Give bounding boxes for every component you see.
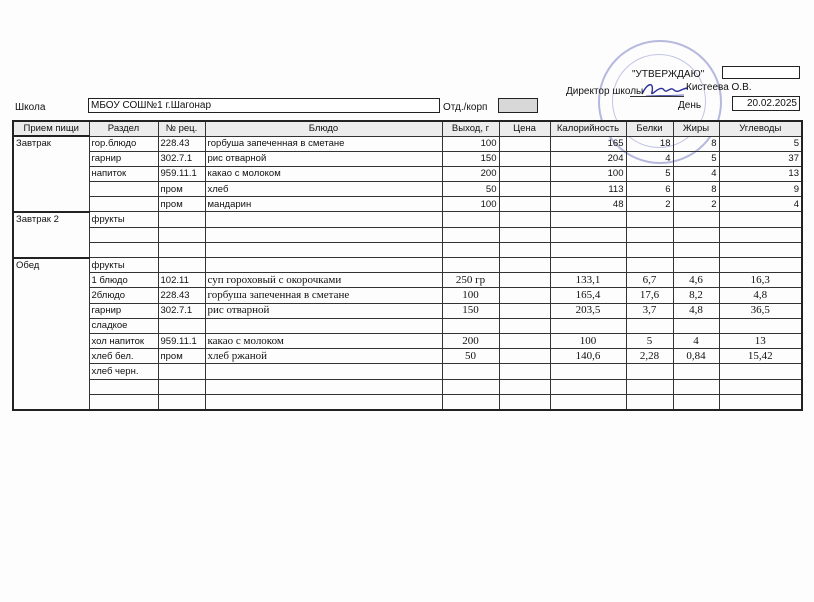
- carbs-cell: [719, 394, 802, 410]
- table-row: [13, 197, 802, 212]
- protein-cell: [626, 227, 673, 242]
- protein-cell: [626, 394, 673, 410]
- section-cell: гарнир: [89, 303, 158, 318]
- protein-cell: 17,6: [626, 288, 673, 303]
- yield-cell: [442, 318, 499, 333]
- fat-cell: 8: [673, 182, 719, 197]
- calories-cell: 113: [550, 182, 626, 197]
- fat-cell: 4,6: [673, 273, 719, 288]
- recipe-cell: [158, 379, 205, 394]
- carbs-cell: [719, 227, 802, 242]
- dish-cell: какао с молоком: [205, 166, 442, 181]
- recipe-cell: 302.7.1: [158, 303, 205, 318]
- yield-cell: [442, 227, 499, 242]
- meal-cell: [13, 197, 89, 212]
- price-cell: [499, 394, 550, 410]
- carbs-cell: 36,5: [719, 303, 802, 318]
- section-cell: [89, 379, 158, 394]
- table-row: [13, 394, 802, 410]
- yield-cell: 50: [442, 182, 499, 197]
- fat-cell: 5: [673, 151, 719, 166]
- dish-cell: [205, 394, 442, 410]
- fat-cell: 4: [673, 166, 719, 181]
- section-cell: хол напиток: [89, 333, 158, 348]
- price-cell: [499, 166, 550, 181]
- fat-cell: [673, 258, 719, 273]
- price-cell: [499, 258, 550, 273]
- fat-cell: 8: [673, 136, 719, 151]
- meal-cell: [13, 379, 89, 394]
- fat-cell: [673, 364, 719, 379]
- col-header-dish: Блюдо: [205, 121, 442, 136]
- meal-cell: Завтрак 2: [13, 212, 89, 227]
- col-header-section: Раздел: [89, 121, 158, 136]
- dept-field: [498, 98, 538, 113]
- section-cell: [89, 394, 158, 410]
- protein-cell: [626, 212, 673, 227]
- calories-cell: [550, 364, 626, 379]
- recipe-cell: [158, 242, 205, 257]
- col-header-meal: Прием пищи: [13, 121, 89, 136]
- dish-cell: [205, 364, 442, 379]
- yield-cell: [442, 242, 499, 257]
- dish-cell: [205, 227, 442, 242]
- fat-cell: [673, 394, 719, 410]
- section-cell: фрукты: [89, 212, 158, 227]
- table-header-row: [13, 121, 802, 136]
- section-cell: фрукты: [89, 258, 158, 273]
- table-row: [13, 212, 802, 227]
- yield-cell: [442, 364, 499, 379]
- recipe-cell: [158, 318, 205, 333]
- table-row: [13, 227, 802, 242]
- meal-cell: [13, 364, 89, 379]
- dish-cell: [205, 242, 442, 257]
- section-cell: [89, 242, 158, 257]
- carbs-cell: 13: [719, 166, 802, 181]
- fat-cell: [673, 318, 719, 333]
- col-header-price: Цена: [499, 121, 550, 136]
- carbs-cell: 15,42: [719, 349, 802, 364]
- section-cell: сладкое: [89, 318, 158, 333]
- price-cell: [499, 318, 550, 333]
- calories-cell: [550, 379, 626, 394]
- yield-cell: 100: [442, 197, 499, 212]
- meal-cell: Завтрак: [13, 136, 89, 151]
- table-row: [13, 288, 802, 303]
- protein-cell: [626, 318, 673, 333]
- section-cell: 1 блюдо: [89, 273, 158, 288]
- meal-cell: [13, 333, 89, 348]
- yield-cell: 150: [442, 151, 499, 166]
- dish-cell: горбуша запеченная в сметане: [205, 288, 442, 303]
- fat-cell: 8,2: [673, 288, 719, 303]
- recipe-cell: [158, 212, 205, 227]
- recipe-cell: [158, 258, 205, 273]
- fat-cell: [673, 242, 719, 257]
- protein-cell: 18: [626, 136, 673, 151]
- meal-cell: [13, 166, 89, 181]
- dish-cell: рис отварной: [205, 303, 442, 318]
- price-cell: [499, 197, 550, 212]
- dish-cell: какао с молоком: [205, 333, 442, 348]
- dish-cell: [205, 258, 442, 273]
- fat-cell: 0,84: [673, 349, 719, 364]
- carbs-cell: [719, 318, 802, 333]
- dish-cell: [205, 212, 442, 227]
- col-header-yield: Выход, г: [442, 121, 499, 136]
- fat-cell: [673, 212, 719, 227]
- table-row: [13, 166, 802, 181]
- approve-blank-box: [722, 66, 800, 79]
- price-cell: [499, 227, 550, 242]
- section-cell: [89, 182, 158, 197]
- carbs-cell: 37: [719, 151, 802, 166]
- protein-cell: [626, 258, 673, 273]
- dish-cell: [205, 379, 442, 394]
- calories-cell: [550, 318, 626, 333]
- protein-cell: 2: [626, 197, 673, 212]
- carbs-cell: 4,8: [719, 288, 802, 303]
- carbs-cell: [719, 242, 802, 257]
- meal-cell: [13, 151, 89, 166]
- recipe-cell: 959.11.1: [158, 166, 205, 181]
- calories-cell: 204: [550, 151, 626, 166]
- calories-cell: 100: [550, 166, 626, 181]
- col-header-recipe: № рец.: [158, 121, 205, 136]
- col-header-carbs: Углеводы: [719, 121, 802, 136]
- price-cell: [499, 273, 550, 288]
- meal-cell: [13, 349, 89, 364]
- date-field: 20.02.2025: [732, 96, 800, 111]
- protein-cell: 2,28: [626, 349, 673, 364]
- yield-cell: 250 гр: [442, 273, 499, 288]
- table-row: [13, 349, 802, 364]
- protein-cell: [626, 242, 673, 257]
- meal-cell: [13, 288, 89, 303]
- section-cell: хлеб бел.: [89, 349, 158, 364]
- dish-cell: горбуша запеченная в сметане: [205, 136, 442, 151]
- carbs-cell: 4: [719, 197, 802, 212]
- yield-cell: [442, 379, 499, 394]
- section-cell: гарнир: [89, 151, 158, 166]
- price-cell: [499, 182, 550, 197]
- col-header-protein: Белки: [626, 121, 673, 136]
- calories-cell: 48: [550, 197, 626, 212]
- dish-cell: рис отварной: [205, 151, 442, 166]
- recipe-cell: [158, 394, 205, 410]
- meal-cell: [13, 394, 89, 410]
- section-cell: [89, 197, 158, 212]
- recipe-cell: 228.43: [158, 288, 205, 303]
- protein-cell: 3,7: [626, 303, 673, 318]
- dish-cell: хлеб ржаной: [205, 349, 442, 364]
- table-row: [13, 333, 802, 348]
- recipe-cell: пром: [158, 349, 205, 364]
- yield-cell: 150: [442, 303, 499, 318]
- price-cell: [499, 136, 550, 151]
- fat-cell: [673, 227, 719, 242]
- fat-cell: [673, 379, 719, 394]
- yield-cell: [442, 258, 499, 273]
- protein-cell: 4: [626, 151, 673, 166]
- yield-cell: [442, 394, 499, 410]
- table-row: [13, 364, 802, 379]
- price-cell: [499, 364, 550, 379]
- meal-cell: [13, 318, 89, 333]
- price-cell: [499, 151, 550, 166]
- table-row: [13, 182, 802, 197]
- price-cell: [499, 333, 550, 348]
- calories-cell: 203,5: [550, 303, 626, 318]
- meal-cell: [13, 182, 89, 197]
- carbs-cell: 16,3: [719, 273, 802, 288]
- menu-table: [12, 120, 803, 411]
- calories-cell: 133,1: [550, 273, 626, 288]
- protein-cell: 5: [626, 333, 673, 348]
- price-cell: [499, 303, 550, 318]
- price-cell: [499, 349, 550, 364]
- table-row: [13, 242, 802, 257]
- recipe-cell: пром: [158, 197, 205, 212]
- recipe-cell: 959.11.1: [158, 333, 205, 348]
- dish-cell: [205, 318, 442, 333]
- recipe-cell: 228.43: [158, 136, 205, 151]
- protein-cell: [626, 379, 673, 394]
- dish-cell: мандарин: [205, 197, 442, 212]
- school-label: Школа: [15, 102, 46, 113]
- recipe-cell: пром: [158, 182, 205, 197]
- dish-cell: суп гороховый с окорочками: [205, 273, 442, 288]
- signature-line: [630, 96, 684, 97]
- section-cell: хлеб черн.: [89, 364, 158, 379]
- yield-cell: 200: [442, 166, 499, 181]
- calories-cell: 165: [550, 136, 626, 151]
- fat-cell: 2: [673, 197, 719, 212]
- dish-cell: хлеб: [205, 182, 442, 197]
- protein-cell: 5: [626, 166, 673, 181]
- calories-cell: 165,4: [550, 288, 626, 303]
- recipe-cell: [158, 227, 205, 242]
- calories-cell: [550, 227, 626, 242]
- yield-cell: 50: [442, 349, 499, 364]
- calories-cell: [550, 394, 626, 410]
- price-cell: [499, 242, 550, 257]
- calories-cell: [550, 242, 626, 257]
- carbs-cell: [719, 258, 802, 273]
- table-row: [13, 258, 802, 273]
- col-header-calories: Калорийность: [550, 121, 626, 136]
- section-cell: гор.блюдо: [89, 136, 158, 151]
- meal-cell: Обед: [13, 258, 89, 273]
- recipe-cell: 102.11: [158, 273, 205, 288]
- yield-cell: [442, 212, 499, 227]
- recipe-cell: 302.7.1: [158, 151, 205, 166]
- dept-label: Отд./корп: [443, 102, 488, 113]
- table-row: [13, 273, 802, 288]
- table-row: [13, 379, 802, 394]
- carbs-cell: [719, 379, 802, 394]
- price-cell: [499, 288, 550, 303]
- approve-label: "УТВЕРЖДАЮ": [632, 69, 705, 80]
- school-field: МБОУ СОШ№1 г.Шагонар: [88, 98, 440, 113]
- fat-cell: 4,8: [673, 303, 719, 318]
- meal-cell: [13, 242, 89, 257]
- meal-cell: [13, 303, 89, 318]
- table-row: [13, 136, 802, 151]
- carbs-cell: 9: [719, 182, 802, 197]
- yield-cell: 100: [442, 136, 499, 151]
- section-cell: 2блюдо: [89, 288, 158, 303]
- protein-cell: 6,7: [626, 273, 673, 288]
- carbs-cell: 13: [719, 333, 802, 348]
- fat-cell: 4: [673, 333, 719, 348]
- calories-cell: [550, 258, 626, 273]
- carbs-cell: [719, 364, 802, 379]
- calories-cell: [550, 212, 626, 227]
- protein-cell: 6: [626, 182, 673, 197]
- director-label: Директор школы: [566, 86, 644, 97]
- day-label: День: [678, 100, 702, 111]
- carbs-cell: [719, 212, 802, 227]
- carbs-cell: 5: [719, 136, 802, 151]
- protein-cell: [626, 364, 673, 379]
- yield-cell: 100: [442, 288, 499, 303]
- table-row: [13, 151, 802, 166]
- col-header-fat: Жиры: [673, 121, 719, 136]
- table-row: [13, 303, 802, 318]
- calories-cell: 140,6: [550, 349, 626, 364]
- price-cell: [499, 379, 550, 394]
- meal-cell: [13, 227, 89, 242]
- yield-cell: 200: [442, 333, 499, 348]
- director-name: Кистеева О.В.: [686, 82, 752, 93]
- table-row: [13, 318, 802, 333]
- price-cell: [499, 212, 550, 227]
- meal-cell: [13, 273, 89, 288]
- section-cell: напиток: [89, 166, 158, 181]
- calories-cell: 100: [550, 333, 626, 348]
- recipe-cell: [158, 364, 205, 379]
- section-cell: [89, 227, 158, 242]
